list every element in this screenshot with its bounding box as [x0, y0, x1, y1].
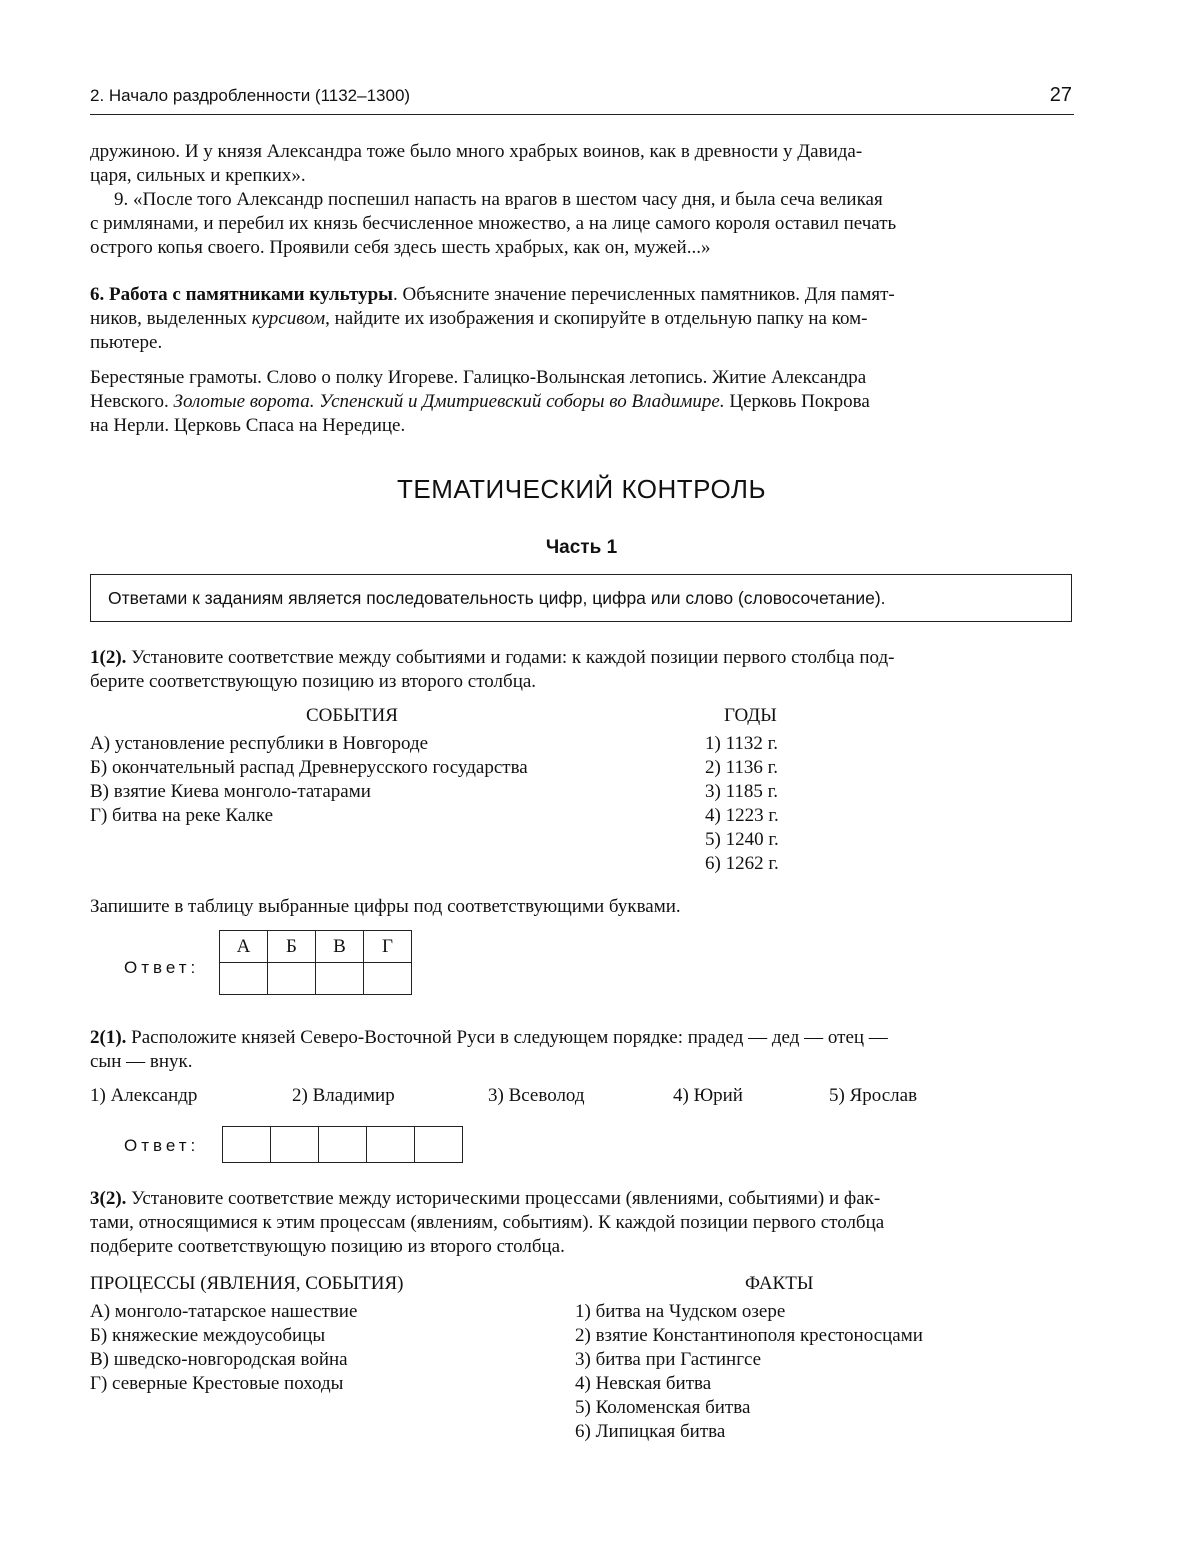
- answer-letter: А: [220, 931, 268, 963]
- question-3-number: 3(2).: [90, 1188, 127, 1209]
- q1-event-item: В) взятие Киева монголо-татарами: [90, 781, 371, 802]
- answer-letter: В: [316, 931, 364, 963]
- task-6-line: пьютере.: [90, 332, 163, 353]
- monuments-line: [90, 390, 1074, 414]
- p9-line: с римлянами, и перебил их князь бесчисленное множество, а на лице самого короля оставил печать: [90, 213, 897, 234]
- question-1-line: [90, 646, 1074, 670]
- answer-label: Ответ:: [124, 1136, 200, 1155]
- q1-year-item: 6) 1262 г.: [705, 853, 779, 874]
- q3-fact-item: 5) Коломенская битва: [575, 1397, 751, 1418]
- question-1-number: 1(2).: [90, 647, 127, 668]
- question-1-text: Установите соответствие между событиями и годами: к каждой позиции первого столбца под-: [126, 647, 895, 668]
- q1-event-item: А) установление республики в Новгороде: [90, 733, 429, 754]
- q3-process-item: Б) княжеские междоусобицы: [90, 1325, 326, 1346]
- q1-events-header: СОБЫТИЯ: [306, 705, 398, 726]
- answer-cell[interactable]: [223, 1127, 271, 1163]
- q3-fact-item: 2) взятие Константинополя крестоносцами: [575, 1325, 923, 1346]
- running-header: [90, 84, 1074, 115]
- task-6-line: [90, 307, 1074, 331]
- q3-fact-item: 3) битва при Гастингсе: [575, 1349, 762, 1370]
- q3-facts-header: ФАКТЫ: [745, 1273, 814, 1294]
- question-3: [90, 1187, 1074, 1259]
- question-3-line: тами, относящимися к этим процессам (явлениям, событиям). К каждой позиции первого столбца: [90, 1212, 885, 1233]
- q2-option: 4) Юрий: [673, 1085, 743, 1106]
- q3-fact-item: 4) Невская битва: [575, 1373, 712, 1394]
- answer-cell[interactable]: [367, 1127, 415, 1163]
- q1-years-header: ГОДЫ: [724, 705, 777, 726]
- monuments-list: [90, 366, 1074, 438]
- question-2-number: 2(1).: [90, 1027, 127, 1048]
- task-6-text: . Объясните значение перечисленных памятников. Для памят-: [392, 284, 895, 305]
- section-header: 2. Начало раздробленности (1132–1300): [90, 86, 411, 105]
- intro-line: дружиною. И у князя Александра тоже было много храбрых воинов, как в древности у Давида-: [90, 141, 863, 162]
- instruction-text: Ответами к заданиям является последовательность цифр, цифра или слово (словосочетание).: [108, 588, 886, 608]
- monuments-text: Церковь Покрова: [724, 391, 870, 412]
- q2-option: 5) Ярослав: [829, 1085, 918, 1106]
- intro-line: царя, сильных и крепких».: [90, 165, 306, 186]
- section-title: ТЕМАТИЧЕСКИЙ КОНТРОЛЬ: [396, 474, 766, 504]
- p9-line: 9. «После того Александр поспешил напасть на врагов в шестом часу дня, и была сеча великая: [114, 189, 883, 210]
- part-title: Часть 1: [545, 537, 618, 558]
- monuments-text: Невского.: [90, 391, 174, 412]
- q1-event-item: Б) окончательный распад Древнерусского государства: [90, 757, 528, 778]
- answer-cell[interactable]: [319, 1127, 367, 1163]
- question-3-text: Установите соответствие между историческими процессами (явлениями, событиями) и фак-: [126, 1188, 881, 1209]
- q1-year-item: 4) 1223 г.: [705, 805, 779, 826]
- task-6-title: 6. Работа с памятниками культуры: [90, 284, 393, 305]
- intro-paragraph-9: [90, 188, 1074, 212]
- q2-option: 3) Всеволод: [488, 1085, 585, 1106]
- q1-event-item: Г) битва на реке Калке: [90, 805, 274, 826]
- q3-process-item: А) монголо-татарское нашествие: [90, 1301, 358, 1322]
- question-1-line: берите соответствующую позицию из второго столбца.: [90, 671, 537, 692]
- task-6: [90, 283, 1074, 355]
- monuments-italic: Золотые ворота. Успенский и Дмитриевский соборы во Владимире.: [173, 391, 725, 412]
- question-3-line: подберите соответствующую позицию из второго столбца.: [90, 1236, 565, 1257]
- intro-text: [90, 140, 1074, 260]
- question-3-line: [90, 1187, 1074, 1211]
- q1-year-item: 3) 1185 г.: [705, 781, 779, 802]
- answer-letter: Г: [364, 931, 412, 963]
- q1-year-item: 1) 1132 г.: [705, 733, 779, 754]
- question-1: [90, 646, 1074, 694]
- answer-cell[interactable]: [271, 1127, 319, 1163]
- answer-cell[interactable]: [364, 963, 412, 995]
- answer-cell[interactable]: [316, 963, 364, 995]
- q2-option: 2) Владимир: [292, 1085, 395, 1106]
- monuments-line: Берестяные грамоты. Слово о полку Игореве. Галицко-Волынская летопись. Житие Александра: [90, 367, 867, 388]
- question-2-line: сын — внук.: [90, 1051, 193, 1072]
- task-6-italic: курсивом: [251, 308, 326, 329]
- q3-process-item: В) шведско-новгородская война: [90, 1349, 348, 1370]
- task-6-text: ников, выделенных: [90, 308, 252, 329]
- task-6-text: , найдите их изображения и скопируйте в отдельную папку на ком-: [325, 308, 868, 329]
- page-number: 27: [1049, 84, 1072, 106]
- question-2: [90, 1026, 1074, 1074]
- q3-process-item: Г) северные Крестовые походы: [90, 1373, 344, 1394]
- q1-write-instruction: Запишите в таблицу выбранные цифры под соответствующими буквами.: [90, 896, 681, 917]
- q1-year-item: 5) 1240 г.: [705, 829, 779, 850]
- answer-letter: Б: [268, 931, 316, 963]
- answer-table-1: [219, 930, 412, 995]
- q3-processes-header: ПРОЦЕССЫ (ЯВЛЕНИЯ, СОБЫТИЯ): [90, 1273, 404, 1294]
- monuments-line: на Нерли. Церковь Спаса на Нередице.: [90, 415, 406, 436]
- question-2-line: [90, 1026, 1074, 1050]
- q1-year-item: 2) 1136 г.: [705, 757, 779, 778]
- q3-fact-item: 6) Липицкая битва: [575, 1421, 726, 1442]
- task-6-line: [90, 283, 1074, 307]
- answer-label: Ответ:: [124, 958, 200, 977]
- instruction-box: [90, 574, 1072, 622]
- answer-cell[interactable]: [220, 963, 268, 995]
- q2-option: 1) Александр: [90, 1085, 198, 1106]
- question-2-text: Расположите князей Северо-Восточной Руси в следующем порядке: прадед — дед — отец —: [126, 1027, 888, 1048]
- answer-cell[interactable]: [268, 963, 316, 995]
- answer-table-2: [222, 1126, 463, 1163]
- answer-cell[interactable]: [415, 1127, 463, 1163]
- q3-fact-item: 1) битва на Чудском озере: [575, 1301, 786, 1322]
- p9-line: острого копья своего. Проявили себя здесь шесть храбрых, как он, мужей...»: [90, 237, 711, 258]
